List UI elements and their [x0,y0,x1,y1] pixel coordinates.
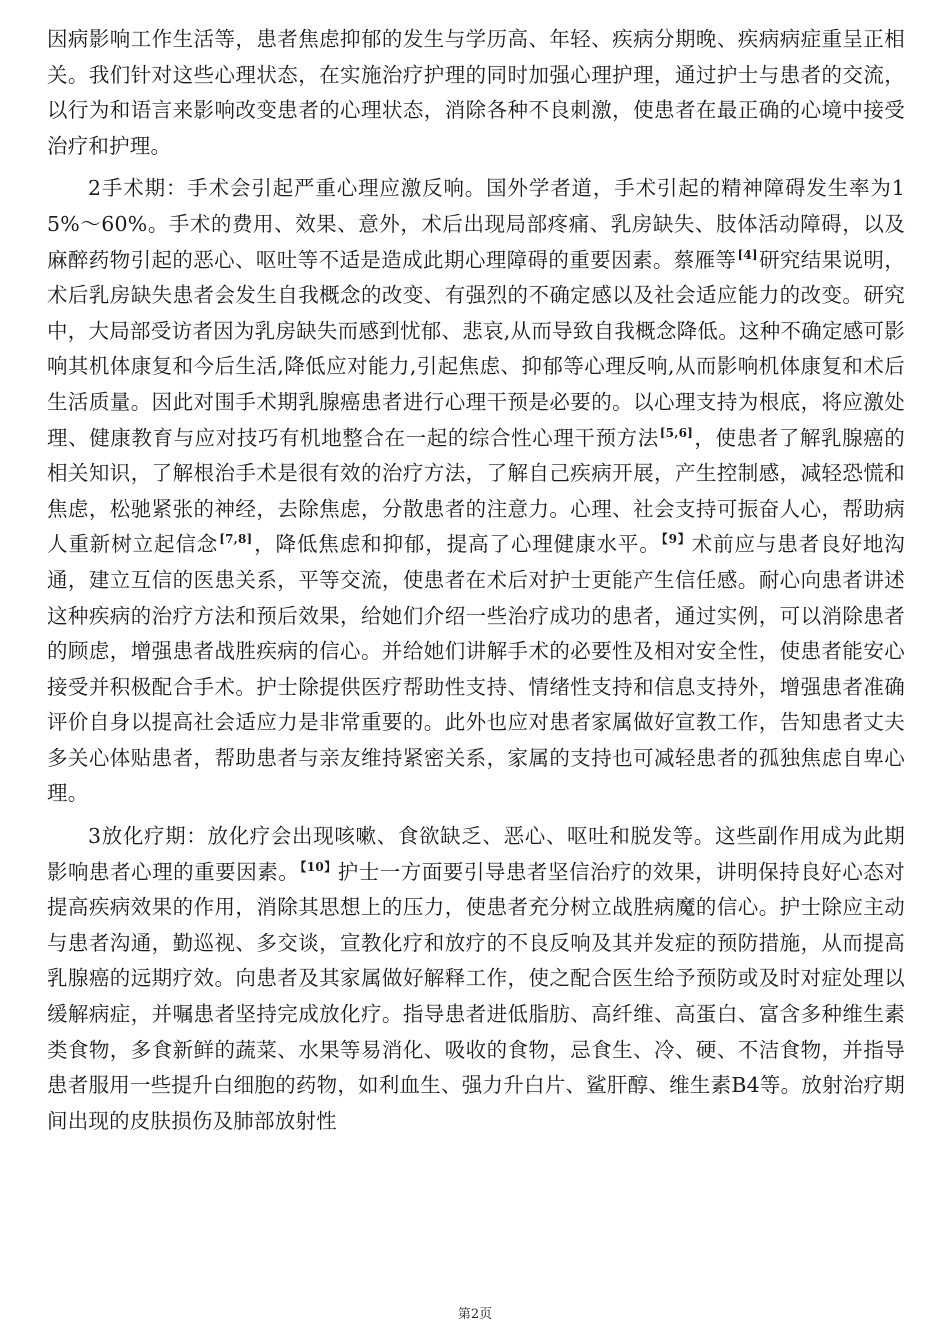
paragraph-text-run: 术前应与患者良好地沟通，建立互信的医患关系，平等交流，使患者在术后对护士更能产生信任感。耐心向患者讲述这种疾病的治疗方法和预后效果，给她们介绍一些治疗成功的患者，通过实例，可以消除患者的顾虑，增强患者战胜疾病的信心。并给她们讲解手术的必要性及相对安全性，使患者能安心接受并积极配合手术。护士除提供医疗帮助性支持、情绪性支持和信息支持外，增强患者准确评价自身以提高社会适应力是非常重要的。此外也应对患者家属做好宣教工作，告知患者丈夫多关心体贴患者，帮助患者与亲友维持紧密关系，家属的支持也可减轻患者的孤独焦虑自卑心理。 [47,532,905,806]
paragraph-p1 [47,22,905,164]
page-number: 第2页 [457,1307,493,1322]
paragraph-text-run: 研究结果说明，术后乳房缺失患者会发生自我概念的改变、有强烈的不确定感以及社会适应能力的改变。研究中，大局部受访者因为乳房缺失而感到忧郁、悲哀,从而导致自我概念降低。这种不确定感可影响其机体康复和今后生活,降低应对能力,引起焦虑、抑郁等心理反响,从而影响机体康复和术后生活质量。因此对围手术期乳腺癌患者进行心理干预是必要的。以心理支持为根底，将应激处理、健康教育与应对技巧有机地整合在一起的综合性心理干预方法 [47,247,905,450]
document-page [47,0,905,1344]
paragraph-text-run: 3放化疗期：放化疗会出现咳嗽、食欲缺乏、恶心、呕吐和脱发等。这些副作用成为此期影响患者心理的重要因素。 [47,824,905,884]
citation-reference: 【9】 [661,532,691,547]
citation-reference: 【10】 [300,859,337,874]
citation-reference: [4] [737,247,758,262]
paragraph-text-run: 护士一方面要引导患者坚信治疗的效果，讲明保持良好心态对提高疾病效果的作用，消除其思想上的压力，使患者充分树立战胜病魔的信心。护士除应主动与患者沟通，勤巡视、多交谈，宣教化疗和放疗的不良反响及其并发症的预防措施，从而提高乳腺癌的远期疗效。向患者及其家属做好解释工作，使之配合医生给予预防或及时对症处理以缓解病症，并嘱患者坚持完成放化疗。指导患者进低脂肪、高纤维、高蛋白、富含多种维生素类食物，多食新鲜的蔬菜、水果等易消化、吸收的食物，忌食生、冷、硬、不洁食物，并指导患者服用一些提升白细胞的药物，如利血生、强力升白片、鲨肝醇、维生素B4等。放射治疗期间出现的皮肤损伤及肺部放射性 [47,859,905,1133]
paragraph-text-run: ，降低焦虑和抑郁，提高了心理健康水平。 [253,532,661,557]
document-body [47,22,905,1146]
citation-reference: [7,8] [219,532,253,547]
paragraph-text-run: 因病影响工作生活等，患者焦虑抑郁的发生与学历高、年轻、疾病分期晚、疾病病症重呈正相关。我们针对这些心理状态，在实施治疗护理的同时加强心理护理，通过护士与患者的交流，以行为和语言来影响改变患者的心理状态，消除各种不良刺激，使患者在最正确的心境中接受治疗和护理。 [47,27,905,158]
paragraph-p3 [47,819,905,1139]
citation-reference: [5,6] [659,425,694,440]
paragraph-text-run: 2手术期：手术会引起严重心理应激反响。国外学者道，手术引起的精神障碍发生率为15%～60%。手术的费用、效果、意外，术后出现局部疼痛、乳房缺失、肢体活动障碍，以及麻醉药物引起的恶心、呕吐等不适是造成此期心理障碍的重要因素。蔡雁等 [47,176,905,272]
paragraph-p2 [47,171,905,812]
paragraph-text-run: ，使患者了解乳腺癌的相关知识，了解根治手术是很有效的治疗方法，了解自己疾病开展，产生控制感，减轻恐慌和焦虑，松驰紧张的神经，去除焦虑，分散患者的注意力。心理、社会支持可振奋人心，帮助病人重新树立起信念 [47,425,905,557]
